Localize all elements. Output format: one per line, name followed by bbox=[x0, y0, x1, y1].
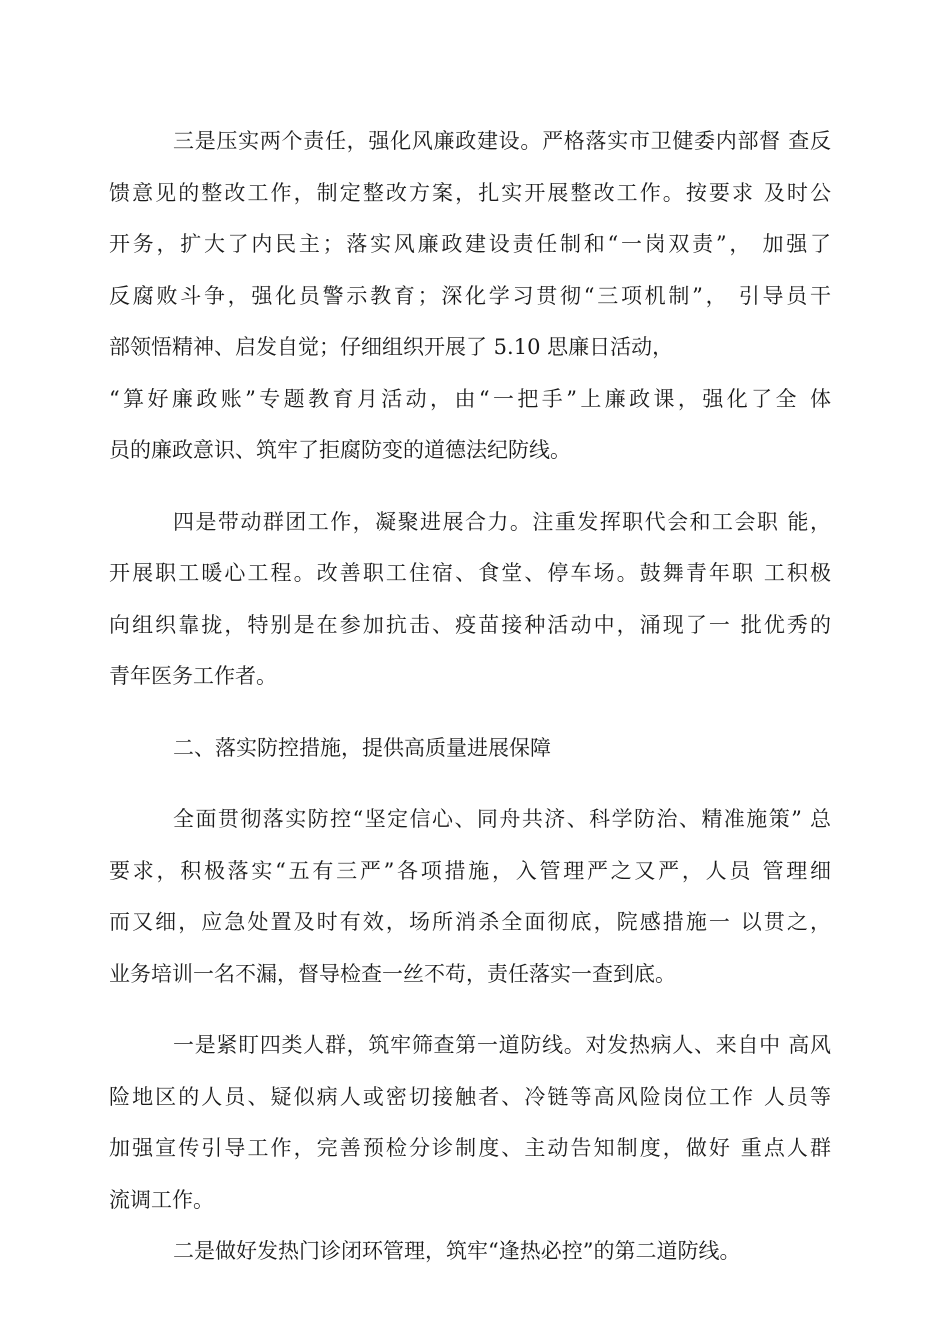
paragraph-line: 员的廉政意识、筑牢了拒腐防变的道德法纪防线。 bbox=[109, 438, 571, 462]
paragraph-line: 一是紧盯四类人群，筑牢筛查第一道防线。对发热病人、来自中 高风 bbox=[173, 1033, 831, 1057]
paragraph-prevention bbox=[109, 794, 831, 1000]
paragraph-line: 开展职工暖心工程。改善职工住宿、食堂、停车场。鼓舞青年职 工积极 bbox=[109, 561, 831, 585]
paragraph-line: 部领悟精神、启发自觉；仔细组织开展了 5.10 思廉日活动， bbox=[109, 335, 674, 359]
paragraph-line: 反腐败斗争，强化员警示教育；深化学习贯彻“三项机制”， 引导员干 bbox=[109, 283, 831, 308]
paragraph-line: 业务培训一名不漏，督导检查一丝不苟，责任落实一查到底。 bbox=[109, 961, 676, 986]
paragraph-line: 而又细，应急处置及时有效，场所消杀全面彻底，院感措施一 以贯之， bbox=[109, 910, 831, 934]
paragraph-gap bbox=[109, 477, 831, 497]
paragraph-line: 青年医务工作者。 bbox=[109, 664, 277, 688]
paragraph-line: 全面贯彻落实防控“坚定信心、同舟共济、科学防治、精准施策” 总 bbox=[173, 807, 831, 831]
paragraph-gap bbox=[109, 774, 831, 794]
paragraph-line: 向组织靠拢，特别是在参加抗击、疫苗接种活动中，涌现了一 批优秀的 bbox=[109, 612, 831, 637]
section-heading: 二、落实防控措施，提供高质量进展保障 bbox=[173, 735, 551, 760]
paragraph-line: 二是做好发热门诊闭环管理，筑牢“逢热必控”的第二道防线。 bbox=[173, 1239, 741, 1263]
paragraph-gap bbox=[109, 1000, 831, 1020]
paragraph-line: 险地区的人员、疑似病人或密切接触者、冷链等高风险岗位工作 人员等 bbox=[109, 1084, 831, 1109]
paragraph-responsibility bbox=[109, 116, 831, 477]
paragraph-line: “算好廉政账”专题教育月活动，由“一把手”上廉政课，强化了全 体 bbox=[109, 386, 831, 411]
paragraph-line: 三是压实两个责任，强化风廉政建设。严格落实市卫健委内部督 查反 bbox=[173, 129, 831, 153]
paragraph-group-work bbox=[109, 497, 831, 703]
paragraph-fever-clinic bbox=[109, 1226, 831, 1278]
paragraph-line: 开务，扩大了内民主；落实风廉政建设责任制和“一岗双责”， 加强了 bbox=[109, 232, 831, 256]
paragraph-line: 馈意见的整改工作，制定整改方案，扎实开展整改工作。按要求 及时公 bbox=[109, 180, 831, 205]
paragraph-screening bbox=[109, 1020, 831, 1226]
paragraph-line: 四是带动群团工作，凝聚进展合力。注重发挥职代会和工会职 能， bbox=[173, 509, 831, 534]
paragraph-line: 要求，积极落实“五有三严”各项措施，入管理严之又严，人员 管理细 bbox=[109, 858, 831, 883]
paragraph-line: 加强宣传引导工作，完善预检分诊制度、主动告知制度，做好 重点人群 bbox=[109, 1136, 831, 1160]
paragraph-gap bbox=[109, 703, 831, 723]
paragraph-line: 流调工作。 bbox=[109, 1187, 214, 1212]
document-body bbox=[109, 116, 831, 1278]
